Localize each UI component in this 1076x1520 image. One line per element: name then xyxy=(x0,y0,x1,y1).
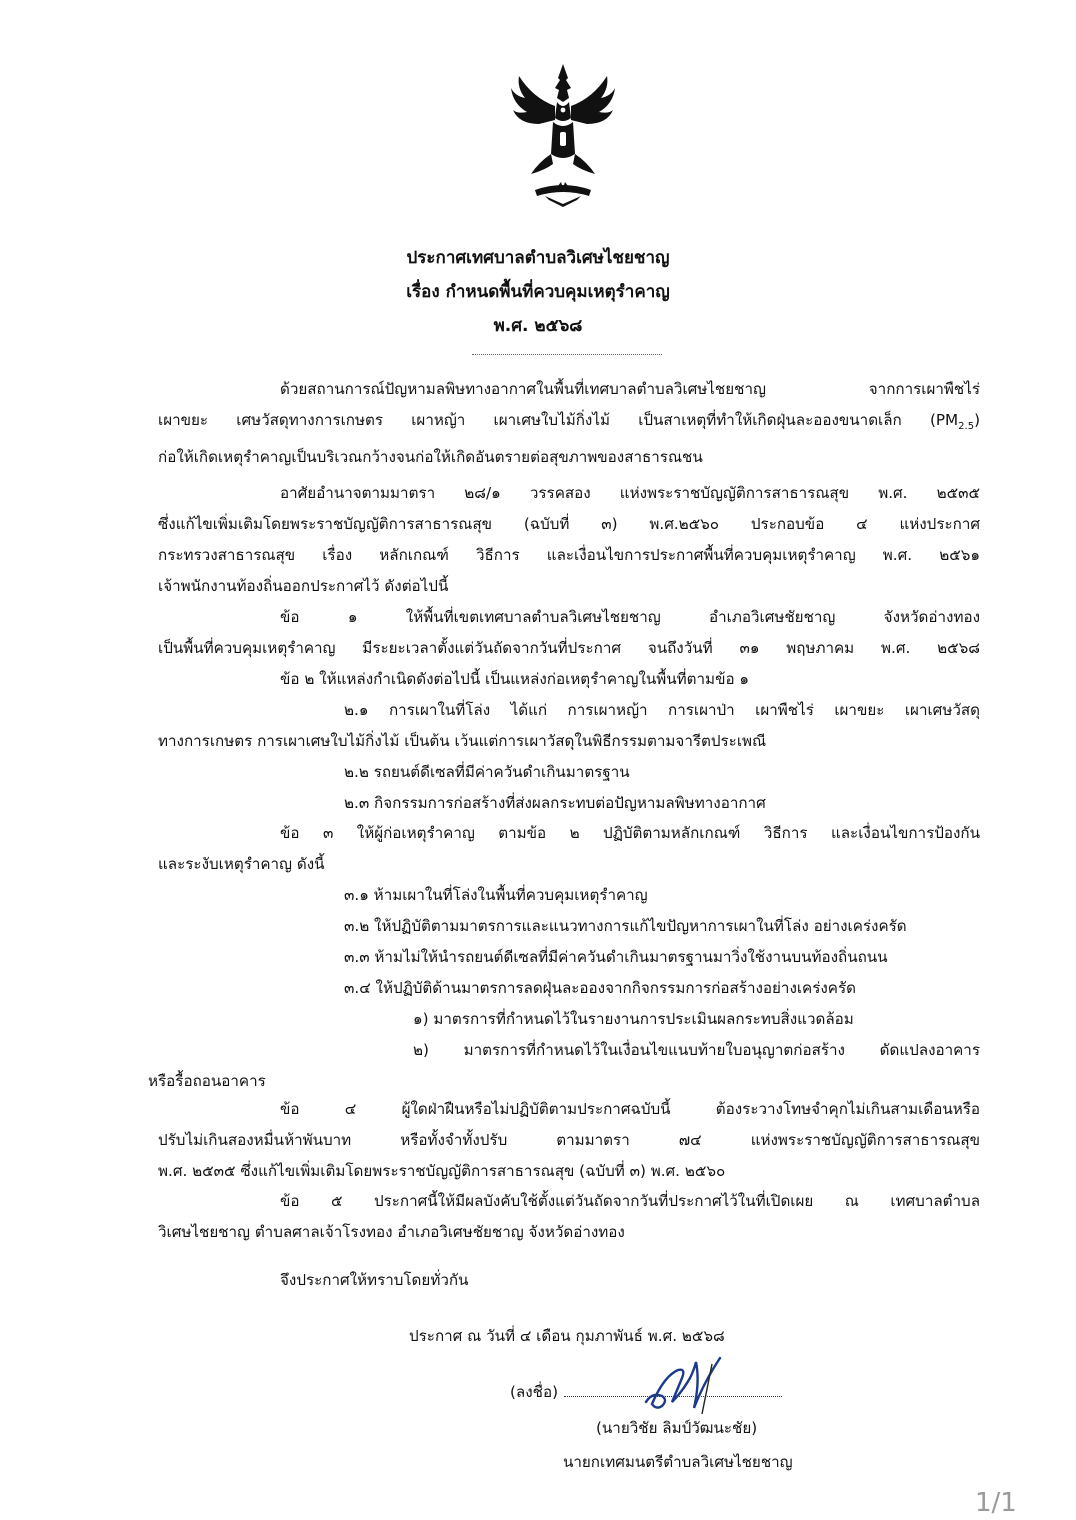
text-line: ด้วยสถานการณ์ปัญหามลพิษทางอากาศในพื้นที่เทศบาลตำบลวิเศษไชยชาญ จากการเผาพืชไร่ xyxy=(280,380,980,398)
text-line: ๑) มาตรการที่กำหนดไว้ในรายงานการประเมินผลกระทบสิ่งแวดล้อม xyxy=(413,1010,854,1028)
text-line: ๒.๓ กิจกรรมการก่อสร้างที่ส่งผลกระทบต่อปัญหามลพิษทางอากาศ xyxy=(344,794,766,812)
text-line: ก่อให้เกิดเหตุรำคาญเป็นบริเวณกว้างจนก่อให้เกิดอันตรายต่อสุขภาพของสาธารณชน xyxy=(158,448,703,467)
text-line: ๒) มาตรการที่กำหนดไว้ในเงื่อนไขแนบท้ายใบอนุญาตก่อสร้าง ดัดแปลงอาคาร xyxy=(413,1041,980,1059)
signature-label: (ลงชื่อ) xyxy=(510,1383,559,1401)
text-line: ทางการเกษตร การเผาเศษใบไม้กิ่งไม้ เป็นต้น เว้นแต่การเผาวัสดุในพิธีกรรมตามจารีตประเพณี xyxy=(158,732,767,750)
text-line: ๓.๒ ให้ปฏิบัติตามมาตรการและแนวทางการแก้ไขปัญหาการเผาในที่โล่ง อย่างเคร่งครัด xyxy=(344,917,907,935)
signer-name: (นายวิชัย ลิมป์วัฒนะชัย) xyxy=(596,1419,758,1437)
clause-5 xyxy=(158,1186,980,1248)
text-line: ๓.๔ ให้ปฏิบัติด้านมาตรการลดฝุ่นละอองจากกิจกรรมการก่อสร้างอย่างเคร่งครัด xyxy=(344,979,856,997)
text-line: ข้อ ๑ ให้พื้นที่เขตเทศบาลตำบลวิเศษไชยชาญ อำเภอวิเศษชัยชาญ จังหวัดอ่างทอง xyxy=(280,608,980,626)
text-line: พ.ศ. ๒๕๓๕ ซึ่งแก้ไขเพิ่มเติมโดยพระราชบัญญัติการสาธารณสุข (ฉบับที่ ๓) พ.ศ. ๒๕๖๐ xyxy=(158,1162,726,1180)
closing-statement: จึงประกาศให้ทราบโดยทั่วกัน xyxy=(280,1271,469,1289)
text-line: ข้อ ๔ ผู้ใดฝ่าฝืนหรือไม่ปฏิบัติตามประกาศฉบับนี้ ต้องระวางโทษจำคุกไม่เกินสามเดือนหรือ xyxy=(280,1100,980,1118)
text-line: ข้อ ๓ ให้ผู้ก่อเหตุรำคาญ ตามข้อ ๒ ปฏิบัติตามหลักเกณฑ์ วิธีการ และเงื่อนไขการป้องกัน xyxy=(280,824,980,842)
text-line: ๓.๓ ห้ามไม่ให้นำรถยนต์ดีเซลที่มีค่าควันดำเกินมาตรฐานมาวิ่งใช้งานบนท้องถิ่นถนน xyxy=(344,948,888,966)
text-line: วิเศษไชยชาญ ตำบลศาลเจ้าโรงทอง อำเภอวิเศษชัยชาญ จังหวัดอ่างทอง xyxy=(158,1223,625,1241)
clause-3 xyxy=(148,818,980,1097)
text-line: ๒.๒ รถยนต์ดีเซลที่มีค่าควันดำเกินมาตรฐาน xyxy=(344,763,630,781)
clause-1 xyxy=(158,602,980,664)
text-line: เป็นพื้นที่ควบคุมเหตุรำคาญ มีระยะเวลาตั้งแต่วันถัดจากวันที่ประกาศ จนถึงวันที่ ๓๑ พฤษภาคม พ.ศ. ๒๕๖๘ xyxy=(158,639,980,657)
clause-4 xyxy=(158,1094,980,1187)
text-line xyxy=(158,405,980,442)
text-line: กระทรวงสาธารณสุข เรื่อง หลักเกณฑ์ วิธีการ และเงื่อนไขการประกาศพื้นที่ควบคุมเหตุรำคาญ พ.ศ. ๒๕๖๑ xyxy=(158,546,980,564)
text-line: ซึ่งแก้ไขเพิ่มเติมโดยพระราชบัญญัติการสาธารณสุข (ฉบับที่ ๓) พ.ศ.๒๕๖๐ ประกอบข้อ ๔ แห่งประกาศ xyxy=(158,515,980,533)
intro-paragraph xyxy=(158,374,980,473)
signer-position: นายกเทศมนตรีตำบลวิเศษไชยชาญ xyxy=(563,1453,793,1471)
text-line: เจ้าพนักงานท้องถิ่นออกประกาศไว้ ดังต่อไปนี้ xyxy=(158,577,449,595)
title-divider xyxy=(472,354,662,355)
handwritten-signature-icon xyxy=(638,1352,726,1422)
authority-paragraph xyxy=(158,478,980,602)
text-line: หรือรื้อถอนอาคาร xyxy=(148,1072,266,1090)
text-line: อาศัยอำนาจตามมาตรา ๒๘/๑ วรรคสอง แห่งพระราชบัญญัติการสาธารณสุข พ.ศ. ๒๕๓๕ xyxy=(280,484,980,502)
announcement-date: ประกาศ ณ วันที่ ๔ เดือน กุมภาพันธ์ พ.ศ. ๒๕๖๘ xyxy=(409,1327,725,1345)
text-line: ๓.๑ ห้ามเผาในที่โล่งในพื้นที่ควบคุมเหตุรำคาญ xyxy=(344,886,648,904)
text-segment: เผาขยะ เศษวัสดุทางการเกษตร เผาหญ้า เผาเศษใบไม้กิ่งไม้ เป็นสาเหตุที่ทำให้เกิดฝุ่นละอองขนาดเล็ก (PM xyxy=(158,411,959,429)
text-line: ๒.๑ การเผาในที่โล่ง ได้แก่ การเผาหญ้า การเผาป่า เผาพืชไร่ เผาขยะ เผาเศษวัสดุ xyxy=(344,701,980,719)
announcement-title: ประกาศเทศบาลตำบลวิเศษไชยชาญ xyxy=(406,248,670,268)
text-line: ข้อ ๒ ให้แหล่งกำเนิดดังต่อไปนี้ เป็นแหล่งก่อเหตุรำคาญในพื้นที่ตามข้อ ๑ xyxy=(280,670,750,688)
text-line: และระงับเหตุรำคาญ ดังนี้ xyxy=(158,855,325,873)
page-indicator: 1/1 xyxy=(975,1488,1017,1518)
garuda-emblem-icon xyxy=(505,58,621,208)
pm-subscript: 2.5 xyxy=(958,421,975,433)
announcement-subject: เรื่อง กำหนดพื้นที่ควบคุมเหตุรำคาญ xyxy=(406,282,670,302)
clause-2 xyxy=(158,664,980,819)
announcement-year: พ.ศ. ๒๕๖๘ xyxy=(493,316,583,336)
text-line: ข้อ ๕ ประกาศนี้ให้มีผลบังคับใช้ตั้งแต่วันถัดจากวันที่ประกาศไว้ในที่เปิดเผย ณ เทศบาลตำบล xyxy=(280,1192,980,1210)
text-segment: ) xyxy=(974,411,980,429)
text-line: ปรับไม่เกินสองหมื่นห้าพันบาท หรือทั้งจำทั้งปรับ ตามมาตรา ๗๔ แห่งพระราชบัญญัติการสาธารณสุข xyxy=(158,1131,980,1149)
